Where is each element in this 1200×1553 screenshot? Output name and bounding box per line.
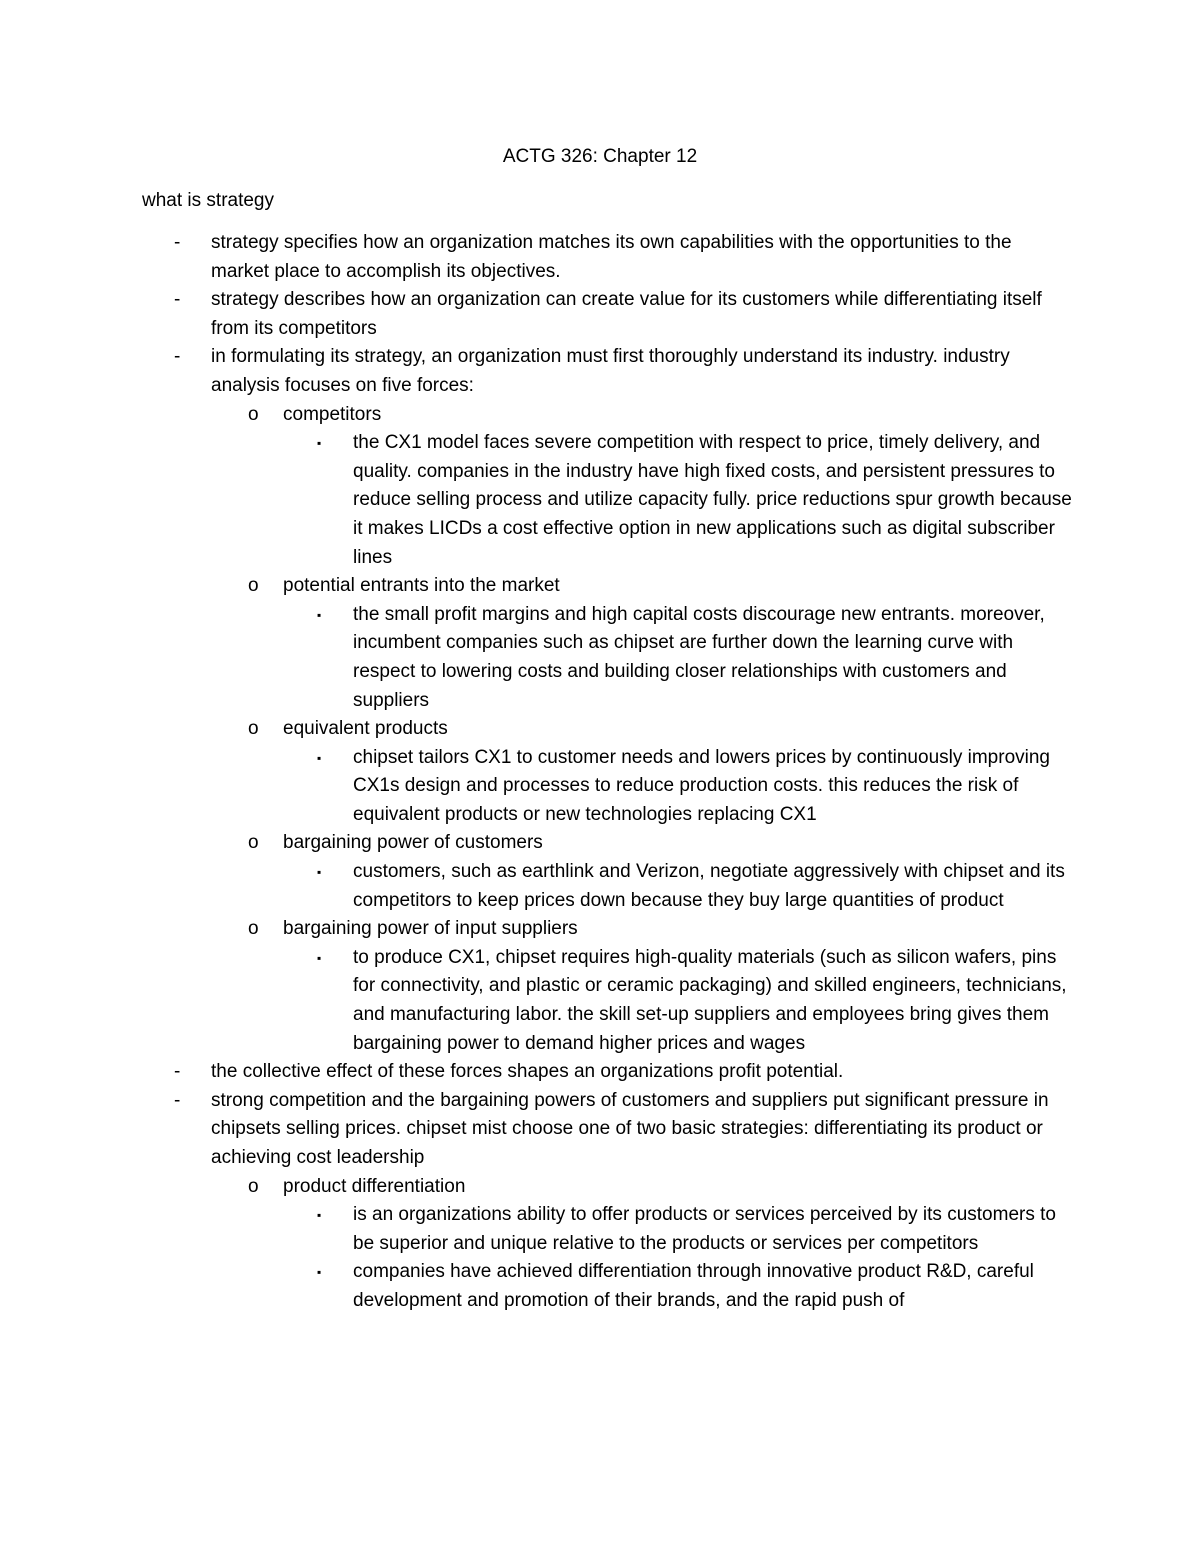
- bullet-marker: o: [248, 1175, 259, 1197]
- list-item-level-1: [0, 286, 1071, 343]
- bullet-marker: o: [248, 918, 259, 940]
- list-item-text: companies have achieved differentiation through innovative product R&D, careful development and promotion of their brands, and the rapid push of: [353, 1261, 1034, 1311]
- section-heading: what is strategy: [142, 190, 274, 211]
- list-item-level-3: [0, 744, 1073, 830]
- list-item-level-3: [0, 601, 1073, 715]
- bullet-marker: -: [174, 1089, 181, 1111]
- list-item-level-1: [0, 229, 1071, 286]
- list-item-level-1: [0, 1087, 1071, 1173]
- bullet-marker: -: [174, 232, 181, 253]
- bullet-list: [0, 229, 1200, 1316]
- bullet-marker: ▪: [317, 436, 322, 451]
- list-item-level-1: [0, 1058, 1071, 1087]
- bullet-marker: ▪: [317, 1265, 322, 1280]
- list-item-text: strategy describes how an organization can create value for its customers while differentiating itself from its competitors: [211, 289, 1042, 339]
- list-item-text: in formulating its strategy, an organization must first thoroughly understand its industry. industry analysis focuses on five forces:: [211, 346, 1010, 396]
- list-item-text: equivalent products: [283, 718, 448, 740]
- list-item-text: is an organizations ability to offer products or services perceived by its customers to be superior and unique relative to the products or services per competitors: [353, 1204, 1056, 1254]
- bullet-marker: ▪: [317, 1208, 322, 1223]
- list-item-level-2: [0, 915, 1073, 944]
- list-item-text: customers, such as earthlink and Verizon, negotiate aggressively with chipset and its competitors to keep prices down because they buy large quantities of product: [353, 861, 1065, 911]
- list-item-text: the small profit margins and high capital costs discourage new entrants. moreover, incumbent companies such as chipset are further down the learning curve with respect to lowering costs and building closer relationships with customers and suppliers: [353, 603, 1045, 711]
- list-item-level-2: [0, 572, 1073, 601]
- list-item-text: product differentiation: [283, 1175, 466, 1197]
- list-item-text: competitors: [283, 403, 382, 425]
- bullet-marker: -: [174, 346, 181, 368]
- list-item-text: strong competition and the bargaining powers of customers and suppliers put significant pressure in chipsets selling prices. chipset mist choose one of two basic strategies: differentiating its product or achieving cost leadership: [211, 1089, 1049, 1168]
- list-item-text: bargaining power of input suppliers: [283, 918, 578, 940]
- bullet-marker: o: [248, 575, 259, 597]
- list-item-level-3: [0, 1201, 1073, 1258]
- list-item-level-2: [0, 1173, 1073, 1202]
- list-item-level-3: [0, 429, 1073, 572]
- list-item-level-2: [0, 715, 1073, 744]
- document-title: ACTG 326: Chapter 12: [502, 146, 698, 167]
- list-item-text: strategy specifies how an organization matches its own capabilities with the opportunities to the market place to accomplish its objectives.: [211, 232, 1012, 282]
- list-item-level-2: [0, 401, 1073, 430]
- bullet-marker: -: [174, 1061, 181, 1083]
- bullet-marker: ▪: [317, 750, 322, 765]
- bullet-marker: -: [174, 289, 181, 311]
- bullet-marker: ▪: [317, 865, 322, 880]
- list-item-text: the collective effect of these forces shapes an organizations profit potential.: [211, 1061, 844, 1083]
- list-item-text: to produce CX1, chipset requires high-quality materials (such as silicon wafers, pins for connectivity, and plastic or ceramic packaging) and skilled engineers, technicians, and manufacturing labor. the skill set-up suppliers and employees bring gives them bargaining power to demand higher prices and wages: [353, 946, 1067, 1054]
- list-item-text: chipset tailors CX1 to customer needs and lowers prices by continuously improving CX1s design and processes to reduce production costs. this reduces the risk of equivalent products or new technologies replacing CX1: [353, 746, 1050, 825]
- list-item-text: potential entrants into the market: [283, 575, 560, 597]
- bullet-marker: ▪: [317, 950, 322, 965]
- list-item-level-2: [0, 829, 1073, 858]
- list-item-level-3: [0, 944, 1073, 1058]
- bullet-marker: ▪: [317, 607, 322, 622]
- list-item-text: bargaining power of customers: [283, 832, 543, 854]
- list-item-level-3: [0, 858, 1073, 915]
- list-item-level-1: [0, 343, 1071, 400]
- bullet-marker: o: [248, 832, 259, 854]
- list-item-level-3: [0, 1258, 1073, 1315]
- list-item-text: the CX1 model faces severe competition with respect to price, timely delivery, and quality. companies in the industry have high fixed costs, and persistent pressures to reduce selling process and utilize capacity fully. price reductions spur growth because it makes LICDs a cost effective option in new applications such as digital subscriber lines: [353, 432, 1072, 568]
- bullet-marker: o: [248, 718, 259, 740]
- bullet-marker: o: [248, 403, 259, 425]
